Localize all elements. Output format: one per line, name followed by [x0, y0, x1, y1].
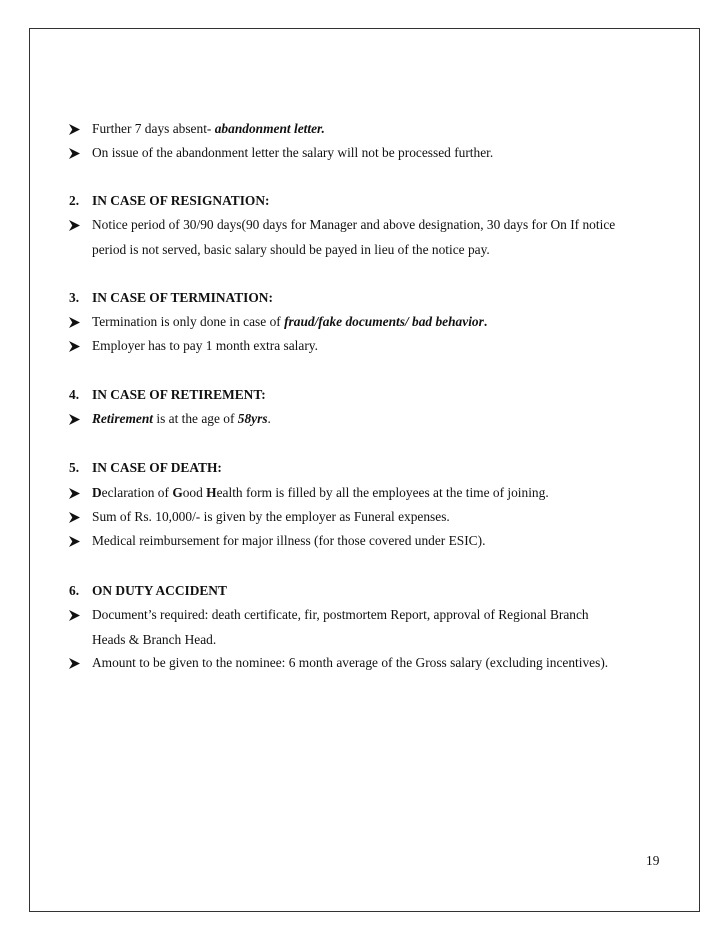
arrow-bullet-icon — [69, 510, 83, 524]
section-number: 2. — [69, 193, 80, 208]
section-heading: ON DUTY ACCIDENT — [92, 583, 227, 598]
section-heading: IN CASE OF RETIREMENT: — [92, 387, 266, 402]
arrow-bullet-icon — [69, 656, 83, 670]
arrow-bullet-icon — [69, 339, 83, 353]
list-item: Employer has to pay 1 month extra salary. — [92, 338, 318, 353]
page-number: 19 — [646, 853, 660, 868]
list-item-continuation: period is not served, basic salary should be payed in lieu of the notice pay. — [92, 242, 490, 257]
section-heading: IN CASE OF DEATH: — [92, 460, 222, 475]
section-number: 3. — [69, 290, 80, 305]
section-number: 6. — [69, 583, 80, 598]
list-item: On issue of the abandonment letter the salary will not be processed further. — [92, 145, 494, 160]
list-item: Declaration of Good Health form is filled by all the employees at the time of joining. — [92, 485, 549, 500]
arrow-bullet-icon — [69, 412, 83, 426]
list-item: Further 7 days absent- abandonment letter. — [92, 121, 325, 136]
list-item: Document’s required: death certificate, fir, postmortem Report, approval of Regional Branch — [92, 607, 589, 622]
arrow-bullet-icon — [69, 218, 83, 232]
arrow-bullet-icon — [69, 486, 83, 500]
arrow-bullet-icon — [69, 534, 83, 548]
section-heading: IN CASE OF RESIGNATION: — [92, 193, 270, 208]
section-number: 5. — [69, 460, 80, 475]
arrow-bullet-icon — [69, 315, 83, 329]
arrow-bullet-icon — [69, 122, 83, 136]
arrow-bullet-icon — [69, 146, 83, 160]
list-item: Retirement is at the age of 58yrs. — [92, 411, 271, 426]
list-item: Notice period of 30/90 days(90 days for Manager and above designation, 30 days for On If notice — [92, 217, 616, 232]
list-item: Amount to be given to the nominee: 6 month average of the Gross salary (excluding incentives). — [92, 655, 609, 670]
list-item-continuation: Heads & Branch Head. — [92, 632, 217, 647]
section-heading: IN CASE OF TERMINATION: — [92, 290, 273, 305]
arrow-bullet-icon — [69, 608, 83, 622]
section-number: 4. — [69, 387, 80, 402]
list-item: Medical reimbursement for major illness (for those covered under ESIC). — [92, 533, 486, 548]
list-item: Sum of Rs. 10,000/- is given by the employer as Funeral expenses. — [92, 509, 450, 524]
list-item: Termination is only done in case of fraud/fake documents/ bad behavior. — [92, 314, 488, 329]
